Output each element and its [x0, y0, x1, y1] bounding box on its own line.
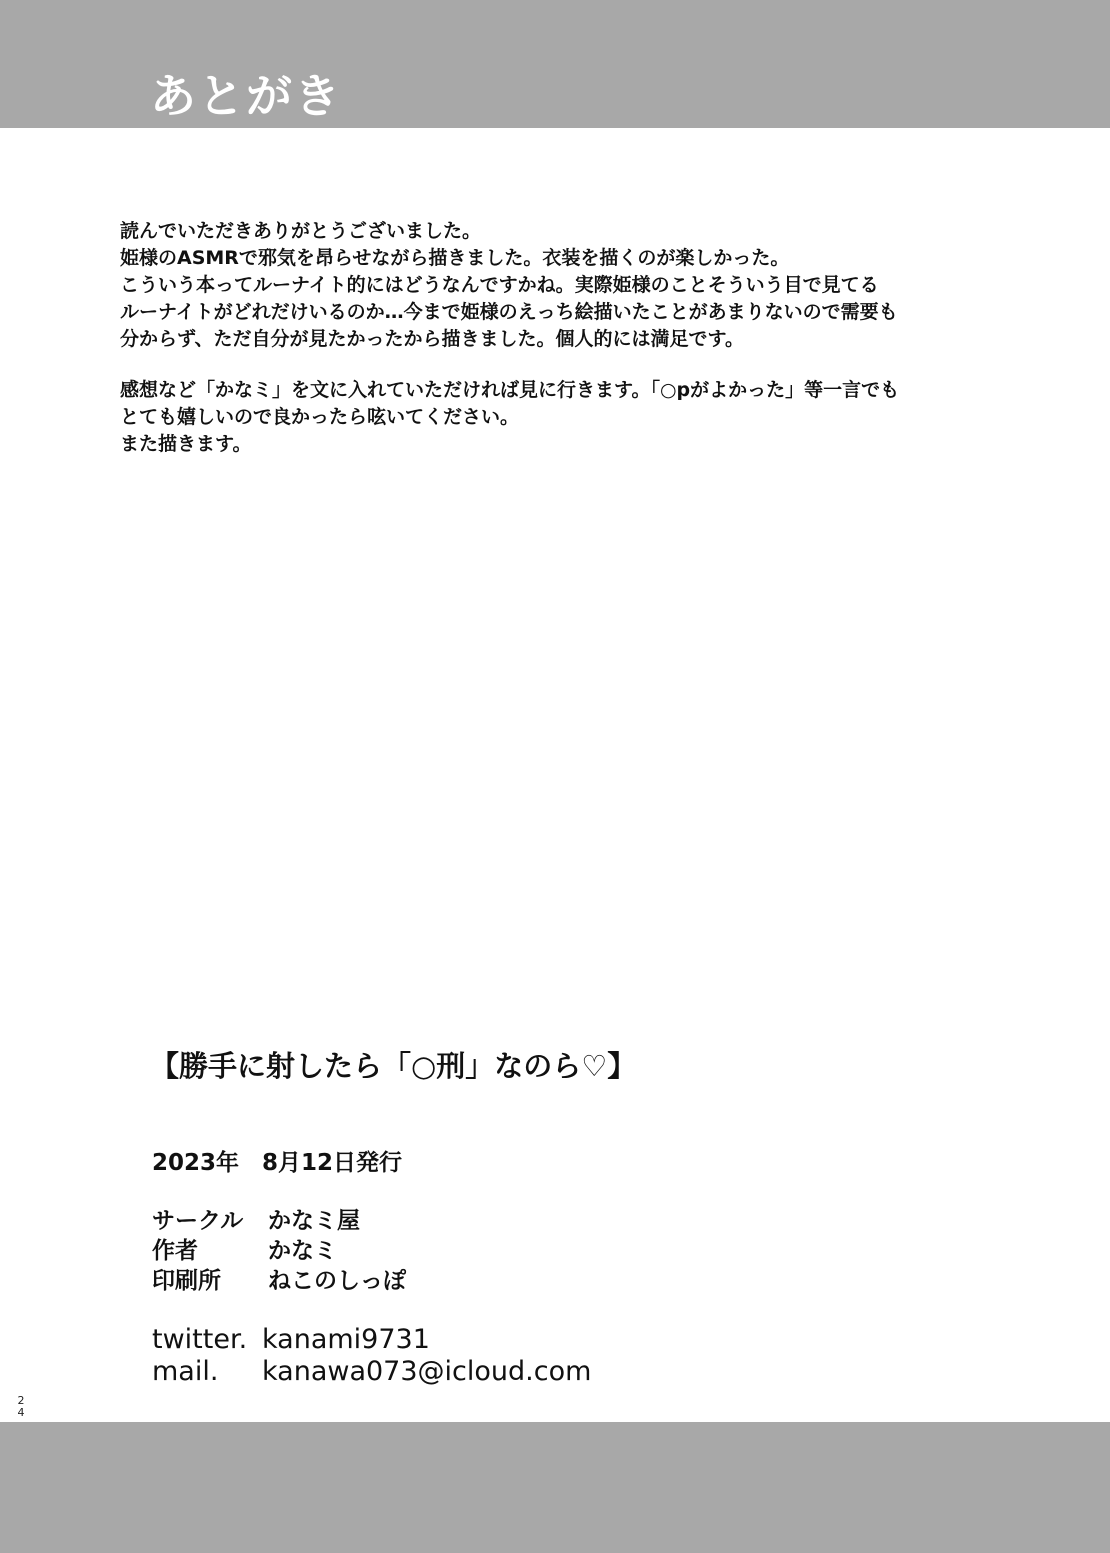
- contact-label: mail.: [152, 1356, 219, 1387]
- twitter-handle: kanami9731: [262, 1324, 430, 1355]
- credit-value: かなミ屋: [268, 1208, 360, 1234]
- afterword-text: [120, 218, 1020, 482]
- contact-row-mail: [152, 1356, 591, 1388]
- email-address: kanawa073@icloud.com: [262, 1356, 592, 1387]
- footer-band: [0, 1422, 1110, 1553]
- text-line: 姫様のASMRで邪気を昂らせながら描きました。衣装を描くのが楽しかった。: [120, 247, 790, 269]
- page-title: あとがき: [150, 69, 342, 123]
- afterword-paragraph-2: [120, 377, 1020, 458]
- book-title: 【勝手に射したら「○刑」なのら♡】: [150, 1049, 637, 1083]
- issue-date: 2023年 8月12日発行: [152, 1150, 403, 1176]
- credit-label: サークル: [152, 1208, 244, 1234]
- text-line: また描きます。: [120, 433, 252, 455]
- text-line: 感想など「かなミ」を文に入れていただければ見に行きます。「○pがよかった」等一言でも: [120, 379, 900, 401]
- afterword-paragraph-1: [120, 218, 1020, 353]
- credit-label: 作者: [152, 1238, 198, 1264]
- credit-row-author: [152, 1236, 406, 1266]
- text-line: 読んでいただきありがとうございました。: [120, 220, 482, 242]
- credit-row-printer: [152, 1266, 406, 1296]
- credits-list: [152, 1206, 406, 1296]
- page-number: 24: [17, 1394, 25, 1419]
- credit-value: かなミ: [268, 1238, 337, 1264]
- text-line: ルーナイトがどれだけいるのか…今まで姫様のえっち絵描いたことがあまりないので需要も: [120, 301, 898, 323]
- text-line: とても嬉しいので良かったら呟いてください。: [120, 406, 520, 428]
- contact-label: twitter.: [152, 1324, 248, 1355]
- contact-list: [152, 1324, 591, 1388]
- text-line: 分からず、ただ自分が見たかったから描きました。個人的には満足です。: [120, 328, 744, 350]
- text-line: こういう本ってルーナイト的にはどうなんですかね。実際姫様のことそういう目で見てる: [120, 274, 879, 296]
- credit-label: 印刷所: [152, 1268, 221, 1294]
- credit-value: ねこのしっぽ: [268, 1268, 406, 1294]
- credit-row-circle: [152, 1206, 406, 1236]
- contact-row-twitter: [152, 1324, 591, 1356]
